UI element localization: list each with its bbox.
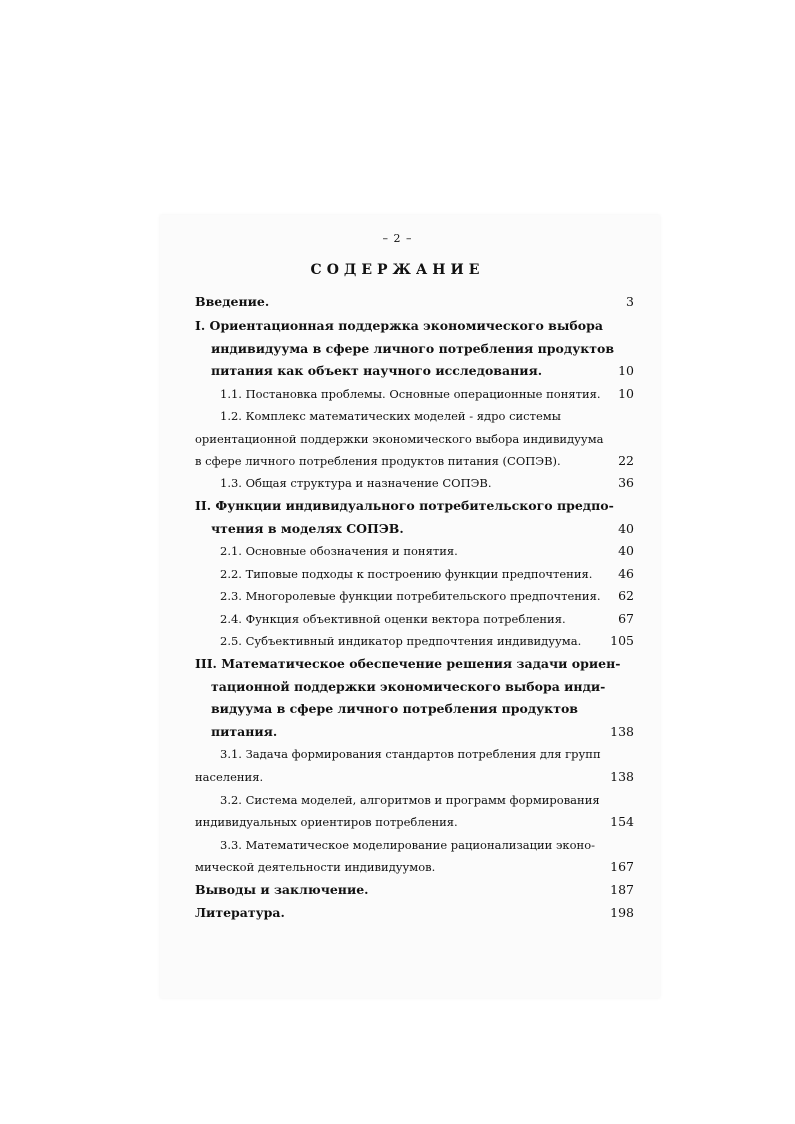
toc-page-section-3-1: 138 xyxy=(610,769,634,784)
toc-section-2-1: 2.1. Основные обозначения и понятия. xyxy=(220,544,458,558)
toc-page-section-1-3: 36 xyxy=(618,475,634,490)
toc-chapter-3-line-4: питания. xyxy=(211,724,278,739)
toc-chapter-3-line-2: тационной поддержки экономического выбора инди- xyxy=(211,679,606,694)
toc-section-2-5: 2.5. Субъективный индикатор предпочтения индивидуума. xyxy=(220,634,582,648)
toc-section-1-2-line-2: ориентационной поддержки экономического выбора индивидуума xyxy=(195,432,604,446)
toc-page-section-3-2: 154 xyxy=(610,814,634,829)
toc-chapter-1-line-2: индивидуума в сфере личного потребления продуктов xyxy=(211,341,615,356)
toc-page-section-2-5: 105 xyxy=(610,633,634,648)
toc-page-chapter-2: 40 xyxy=(618,521,634,536)
toc-page-section-2-3: 62 xyxy=(618,588,634,603)
toc-page-section-2-4: 67 xyxy=(618,611,634,626)
toc-page-section-1-2: 22 xyxy=(618,453,634,468)
toc-chapter-3-line-3: видуума в сфере личного потребления продуктов xyxy=(211,701,578,716)
toc-page-section-3-3: 167 xyxy=(610,859,634,874)
toc-section-3-1-line-1: 3.1. Задача формирования стандартов потребления для групп xyxy=(220,747,601,761)
toc-section-3-2-line-1: 3.2. Система моделей, алгоритмов и программ формирования xyxy=(220,793,600,807)
toc-section-3-3-line-2: мической деятельности индивидуумов. xyxy=(195,860,436,874)
toc-section-3-1-line-2: населения. xyxy=(195,770,264,784)
toc-chapter-2-line-2: чтения в моделях СОПЭВ. xyxy=(211,521,404,536)
toc-page-chapter-1: 10 xyxy=(618,363,634,378)
toc-section-1-3: 1.3. Общая структура и назначение СОПЭВ. xyxy=(220,476,492,490)
toc-section-2-2: 2.2. Типовые подходы к построению функции предпочтения. xyxy=(220,567,593,581)
toc-chapter-1-line-3: питания как объект научного исследования. xyxy=(211,363,543,378)
toc-section-2-3: 2.3. Многоролевые функции потребительского предпочтения. xyxy=(220,589,601,603)
toc-page-chapter-3: 138 xyxy=(610,724,634,739)
toc-section-3-3-line-1: 3.3. Математическое моделирование рационализации эконо- xyxy=(220,838,596,852)
toc-section-1-2-line-3: в сфере личного потребления продуктов питания (СОПЭВ). xyxy=(195,454,561,468)
toc-chapter-1-line-1: I. Ориентационная поддержка экономического выбора xyxy=(195,318,603,333)
toc-chapter-3-line-1: III. Математическое обеспечение решения задачи ориен- xyxy=(195,656,621,671)
toc-page-references: 198 xyxy=(610,905,634,920)
toc-chapter-2-line-1: II. Функции индивидуального потребительского предпо- xyxy=(195,498,614,513)
toc-page-section-2-2: 46 xyxy=(618,566,634,581)
toc-entry-conclusion: Выводы и заключение. xyxy=(195,882,369,897)
toc-entry-introduction: Введение. xyxy=(195,294,270,309)
toc-page-introduction: 3 xyxy=(626,294,634,309)
toc-section-1-2-line-1: 1.2. Комплекс математических моделей - ядро системы xyxy=(220,409,561,423)
toc-page-section-2-1: 40 xyxy=(618,543,634,558)
toc-section-2-4: 2.4. Функция объективной оценки вектора потребления. xyxy=(220,612,566,626)
toc-title: СОДЕРЖАНИЕ xyxy=(310,262,485,278)
page-number: – 2 – xyxy=(382,232,413,245)
toc-section-3-2-line-2: индивидуальных ориентиров потребления. xyxy=(195,815,458,829)
toc-entry-references: Литература. xyxy=(195,905,285,920)
toc-section-1-1: 1.1. Постановка проблемы. Основные операционные понятия. xyxy=(220,387,601,401)
toc-page-conclusion: 187 xyxy=(610,882,634,897)
toc-page-section-1-1: 10 xyxy=(618,386,634,401)
